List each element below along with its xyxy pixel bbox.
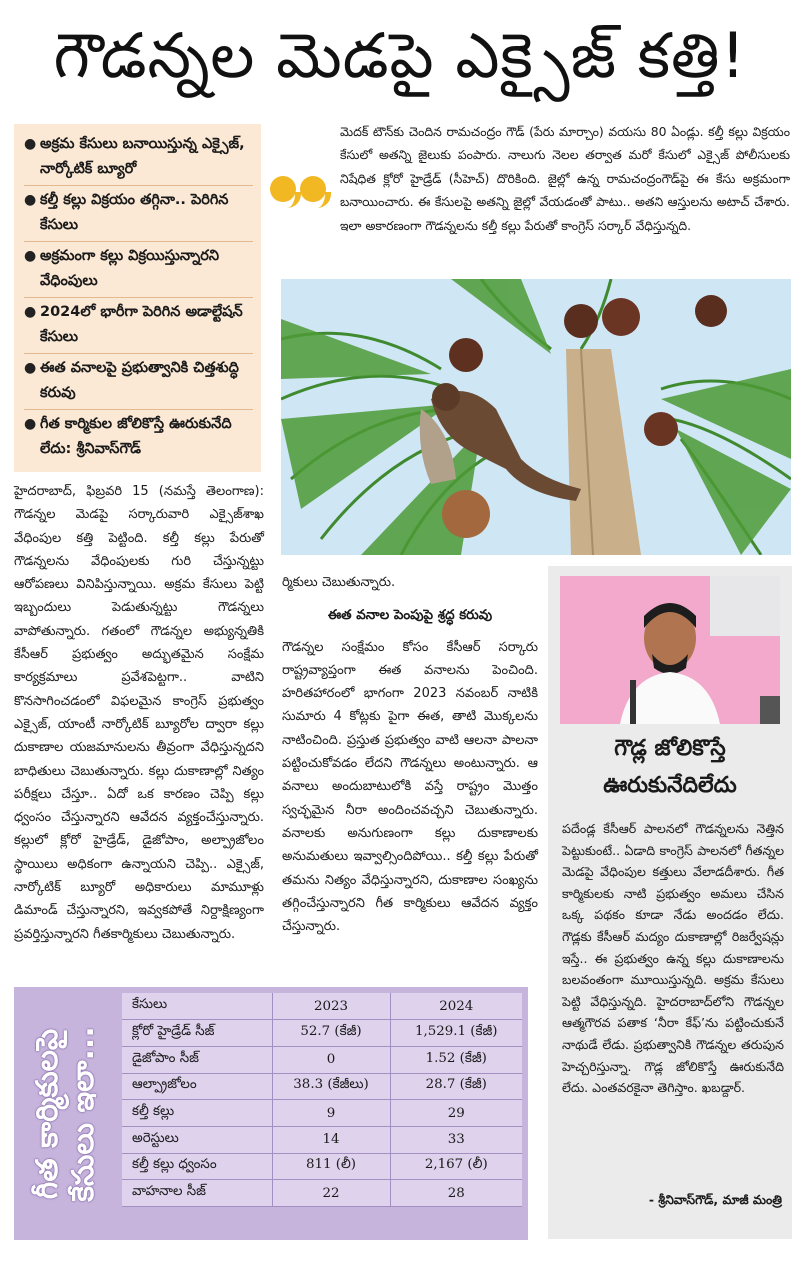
- headline: గౌడన్నల మెడపై ఎక్సైజ్ కత్తి!: [53, 19, 747, 92]
- highlight-item: ● 2024లో భారీగా పెరిగిన అడాల్టేషన్ కేసులు: [24, 298, 253, 354]
- table-header-cell: 2023: [272, 993, 390, 1020]
- table-row: కల్తీ కల్లు 9 29: [122, 1100, 522, 1127]
- highlight-item: ● అక్రమంగా కల్లు విక్రయిస్తున్నారని వేధింపులు: [24, 242, 253, 298]
- table-header-row: [122, 993, 522, 1020]
- highlight-item: ● కల్తీ కల్లు విక్రయం తగ్గినా.. పెరిగిన కేసులు: [24, 186, 253, 242]
- bullet-icon: ●: [24, 360, 37, 376]
- subheading: ఈత వనాల పెంపుపై శ్రద్ధ కరువు: [327, 608, 493, 624]
- bullet-icon: ●: [24, 248, 37, 264]
- bullet-icon: ●: [24, 192, 37, 208]
- signature: - శ్రీనివాస్‌గౌడ్, మాజీ మంత్రి: [648, 1192, 782, 1207]
- table-header-cell: 2024: [390, 993, 522, 1020]
- table-row: అరెస్టులు 14 33: [122, 1126, 522, 1153]
- stats-table-box: [14, 987, 528, 1240]
- bullet-icon: ●: [24, 416, 37, 432]
- table-header-cell: కేసులు: [122, 993, 272, 1020]
- table-side-label: గీత కార్మికులపై కేసులు ఇలా...: [30, 1026, 101, 1202]
- quote-mark-icon: [270, 176, 334, 220]
- table-row: క్లోరో హైడ్రేడ్ సీజ్ 52.7 (కేజీ) 1,529.1 (కేజీ): [122, 1020, 522, 1047]
- bullet-icon: ●: [24, 304, 37, 320]
- highlight-item: ● అక్రమ కేసులు బనాయిస్తున్న ఎక్సైజ్, నార్కోటిక్ బ్యూరో: [24, 130, 253, 186]
- stats-table: [122, 993, 522, 1207]
- article-continuation: ర్మికులు చెబుతున్నారు.: [282, 575, 396, 590]
- bullet-icon: ●: [24, 136, 37, 152]
- sidebar-title: గౌడ్ల జోలికొస్తే ఊరుకునేదిలేదు: [603, 736, 737, 798]
- toddy-tapper-photo: [281, 279, 791, 555]
- table-row: ఆల్ప్రాజోలం 38.3 (కేజీలు) 28.7 (కేజీ): [122, 1073, 522, 1100]
- article-body: గౌడన్నల సంక్షేమం కోసం కేసీఆర్ సర్కారు రాష్ట్రవ్యాప్తంగా ఈత వనాలను పెంచింది. హరితహారంలో భాగంగా 2023 నవంబర్ నాటికి సుమారు 4 కోట్లకు పైగా ఈత, తాటి మొక్కలను నాటించింది. ప్రస్తుత ప్రభుత్వం వాటి ఆలనా పాలనా పట్టించుకోవడం లేదని గౌడన్నలు అంటున్నారు. ఆ వనాలు అందుబాటులోకి వస్తే రాష్ట్రం మొత్తం స్వచ్ఛమైన నీరా అందించవచ్చని చెబుతున్నారు. వనాలకు అనుగుణంగా కల్లు దుకాణాలకు అనుమతులు ఇవ్వాల్సిందిపోయి.. కల్తీ కల్లు పేరుతో తమను నిత్యం వేధిస్తున్నారని, దుకాణాల సంఖ్యను తగ్గించేస్తున్నారని గీత కార్మికులు ఆవేదన వ్యక్తం చేస్తున్నారు.: [282, 639, 538, 935]
- table-row: కల్తీ కల్లు ధ్వంసం 811 (లీ) 2,167 (లీ): [122, 1153, 522, 1180]
- pull-quote: మెదక్ టౌన్‌కు చెందిన రామచంద్రం గౌడ్ (పేరు మార్చాం) వయసు 80 ఏండ్లు. కల్తీ కల్లు విక్రయం కేసులో అతన్ని జైలుకు పంపారు. నాలుగు నెలల తర్వాత మరో కేసులో ఎక్సైజ్ పోలీసులకు నిషేధిత క్లోరో హైడ్రేడ్ (సీహెచ్) దొరికింది. జైల్లో ఉన్న రామచంద్రంగౌడ్‌పై ఈ కేసు అక్రమంగా బనాయించారు. ఈ కేసులపై అతన్ని జైల్లో వేయడంతో పాటు.. అతని ఆస్తులను అటాచ్ చేశారు. ఇలా అకారణంగా గౌడన్నలను కల్తీ కల్లు పేరుతో కాంగ్రెస్ సర్కార్ వేధిస్తున్నది.: [340, 124, 790, 233]
- table-row: డైజోపాం సీజ్ 0 1.52 (కేజీ): [122, 1046, 522, 1073]
- article-column-2: [282, 571, 538, 938]
- minister-photo: [560, 576, 780, 724]
- highlight-item: ● ఈత వనాలపై ప్రభుత్వానికి చిత్తశుద్ధి కరువు: [24, 354, 253, 410]
- sidebar-body: పదేండ్ల కేసీఆర్ పాలనలో గౌడన్నలను నెత్తిన పెట్టుకుంటే.. ఏడాది కాంగ్రెస్ పాలనలో గీతన్నల మెడపై వేధింపుల కత్తులు వేలాడదీశారు. గీత కార్మికులకు నాటి ప్రభుత్వం అమలు చేసిన ఒక్క పథకం కూడా నేడు అందడం లేదు. గౌడ్లకు కేసీఆర్ మద్యం దుకాణాల్లో రిజర్వేషన్లు ఇస్తే.. ఈ ప్రభుత్వం ఉన్న కల్లు దుకాణాలను బలవంతంగా మూయిస్తున్నది. అక్రమ కేసులు పెట్టి వేధిస్తున్నది. హైదరాబాద్‌లోని గౌడన్నల ఆత్మగౌరవ పతాక ‘నీరా కేఫ్’ను పట్టించుకునే నాథుడే లేడు. ప్రభుత్వానికి గౌడన్నల తరుపున హెచ్చరిస్తున్నా. గౌడ్ల జోలికొస్తే ఊరుకునేది లేదు. ఎంతవరకైనా తెగిస్తాం. ఖబడ్దార్.: [562, 821, 784, 1096]
- highlight-item: ● గీత కార్మికుల జోలికొస్తే ఊరుకునేది లేదు: శ్రీనివాస్‌గౌడ్: [24, 410, 253, 465]
- table-row: వాహనాల సీజ్ 22 28: [122, 1180, 522, 1207]
- article-column-1: హైదరాబాద్, ఫిబ్రవరి 15 (నమస్తే తెలంగాణ): గౌడన్నల మెడపై సర్కారువారి ఎక్సైజ్‌శాఖ వేధింపుల కత్తి పెట్టింది. కల్తీ కల్లు పేరుతో గౌడన్నలను వేధింపులకు గురి చేస్తున్నట్టు ఆరోపణలు వినిపిస్తున్నాయి. అక్రమ కేసులు పెట్టి ఇబ్బందులు పెడుతున్నట్టు గౌడన్నలు వాపోతున్నారు. గతంలో గౌడన్నల అభ్యున్నతికి కేసీఆర్ ప్రభుత్వం అద్భుతమైన సంక్షేమ కార్యక్రమాలు ప్రవేశపెట్టగా.. వాటిని కొనసాగించడంలో విఫలమైన కాంగ్రెస్ ప్రభుత్వం ఎక్సైజ్, యాంటీ నార్కోటిక్ బ్యూరోల ద్వారా కల్లు దుకాణాల యజమానులను తీవ్రంగా వేధిస్తున్నదని బాధితులు చెబుతున్నారు. కల్లు దుకాణాల్లో నిత్యం పరీక్షలు చేస్తూ.. ఏదో ఒక కారణం చెప్పి కల్లు ధ్వంసం చేస్తున్నారని ఆవేదన వ్యక్తంచేస్తున్నారు. కల్లులో క్లోరో హైడ్రేడ్, డైజోపాం, అల్ప్రాజోలం స్థాయిలు అధికంగా ఉన్నాయని చెప్పి.. ఎక్సైజ్, నార్కోటిక్ బ్యూరో అధికారులు మామూళ్లు డిమాండ్ చేస్తున్నారని, ఇవ్వకపోతే నిర్దాక్షిణ్యంగా ప్రవర్తిస్తున్నారని గీతకార్మికులు చెబుతున్నారు.: [14, 484, 264, 942]
- highlights-box: [14, 124, 261, 472]
- sidebar-box: [548, 566, 792, 1239]
